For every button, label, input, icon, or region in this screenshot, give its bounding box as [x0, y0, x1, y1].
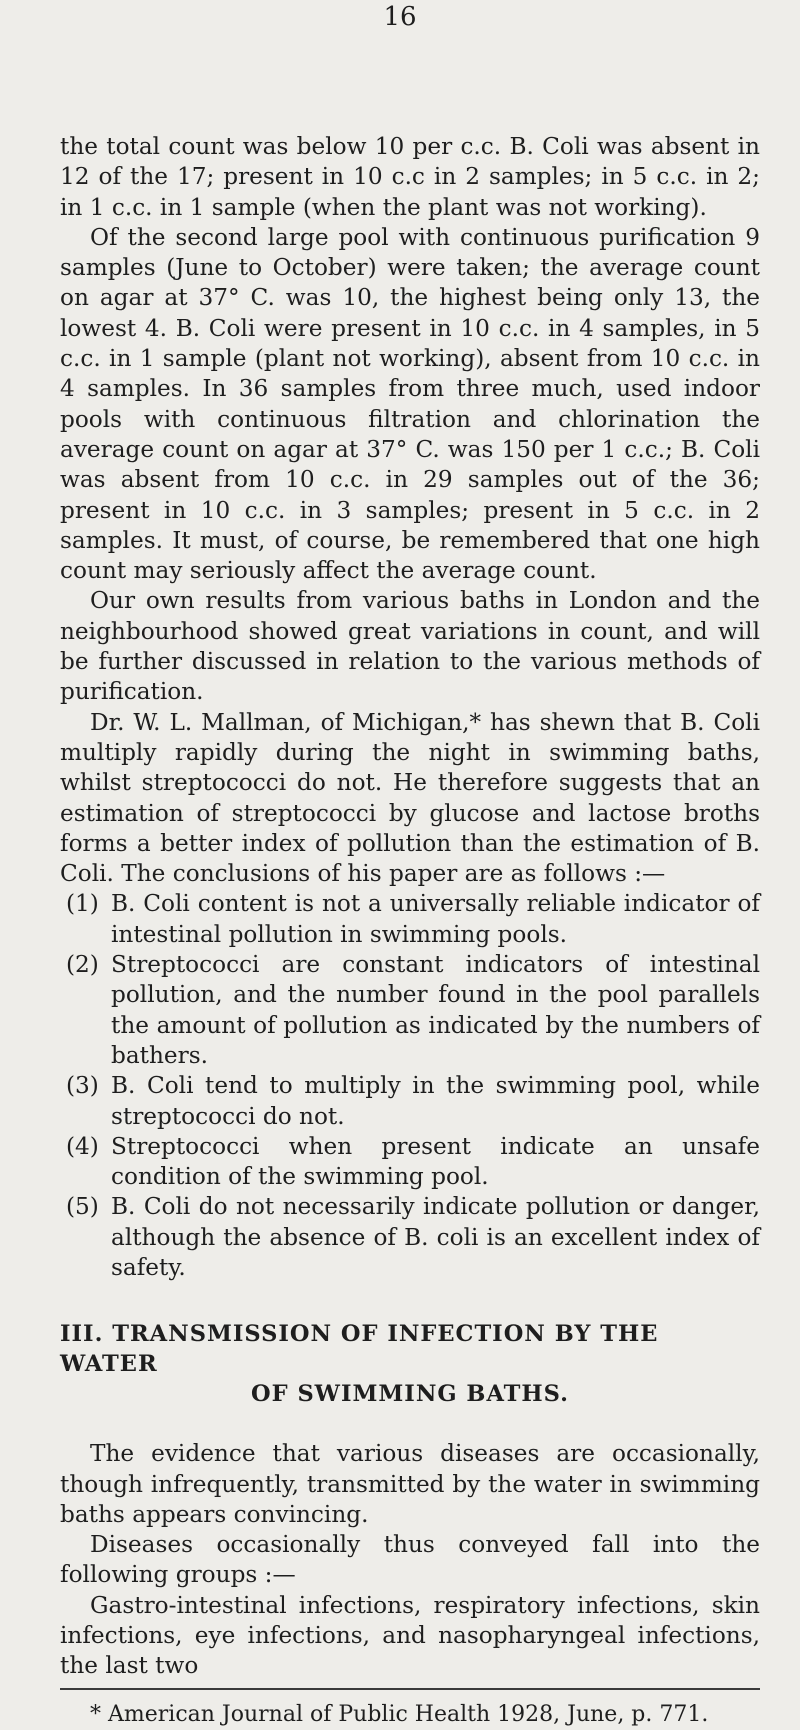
page-number: 16	[383, 2, 417, 32]
conclusion-number: (3)	[66, 1072, 99, 1100]
conclusion-text: Streptococci are constant indicators of intestinal pollution, and the number found in the pool parallels the amount of pollution as indicated by the numbers of bathers.	[111, 951, 760, 1069]
conclusion-number: (5)	[66, 1193, 99, 1221]
paragraph-infection-groups: Gastro-intestinal infections, respiratory infections, skin infections, eye infections, and nasopharyngeal infections, the last two	[60, 1591, 760, 1680]
section-heading	[60, 1319, 760, 1409]
section-heading-line-2: OF SWIMMING BATHS.	[251, 1381, 569, 1408]
conclusion-number: (4)	[66, 1132, 99, 1160]
footnote: * American Journal of Public Health 1928, June, p. 771.	[90, 1701, 709, 1727]
paragraph-continuation: the total count was below 10 per c.c. B. Coli was absent in 12 of the 17; present in 10 c.c in 2 samples; in 5 c.c. in 2; in 1 c.c. in 1 sample (when the plant was not working).	[60, 133, 760, 221]
paragraph-diseases: Diseases occasionally thus conveyed fall into the following groups :—	[60, 1531, 760, 1589]
conclusion-number: (2)	[66, 951, 99, 979]
conclusion-item	[60, 1071, 760, 1132]
paragraph-own-results: Our own results from various baths in London and the neighbourhood showed great variations in count, and will be further discussed in relation to the various methods of purification.	[60, 587, 760, 706]
body-text	[60, 132, 760, 1730]
conclusion-item	[60, 1132, 760, 1193]
section-heading-line-1: III. TRANSMISSION OF INFECTION BY THE WATER	[60, 1321, 659, 1378]
conclusion-number: (1)	[66, 890, 99, 918]
conclusion-item	[60, 1192, 760, 1283]
conclusion-text: Streptococci when present indicate an unsafe condition of the swimming pool.	[111, 1132, 760, 1191]
conclusion-item	[60, 950, 760, 1071]
paragraph-evidence: The evidence that various diseases are occasionally, though infrequently, transmitted by the water in swimming baths appears convincing.	[60, 1440, 760, 1528]
conclusion-text: B. Coli tend to multiply in the swimming pool, while streptococci do not.	[111, 1072, 760, 1130]
footnote-divider	[60, 1688, 760, 1690]
conclusion-text: B. Coli do not necessarily indicate pollution or danger, although the absence of B. coli is an excellent index of safety.	[111, 1193, 760, 1281]
conclusions-list	[60, 889, 760, 1283]
conclusion-item	[60, 889, 760, 950]
conclusion-text: B. Coli content is not a universally reliable indicator of intestinal pollution in swimming pools.	[111, 890, 760, 948]
paragraph-mallman: Dr. W. L. Mallman, of Michigan,* has shewn that B. Coli multiply rapidly during the night in swimming baths, whilst streptococci do not. He therefore suggests that an estimation of streptococci by glucose and lactose broths forms a better index of pollution than the estimation of B. Coli. The conclusions of his paper are as follows :—	[60, 708, 760, 888]
paragraph-second-pool: Of the second large pool with continuous purification 9 samples (June to October) were taken; the average count on agar at 37° C. was 10, the highest being only 13, the lowest 4. B. Coli were present in 10 c.c. in 4 samples, in 5 c.c. in 1 sample (plant not working), absent from 10 c.c. in 4 samples. In 36 samples from three much, used indoor pools with continuous filtration and chlorination the average count on agar at 37° C. was 150 per 1 c.c.; B. Coli was absent from 10 c.c. in 29 samples out of the 36; present in 10 c.c. in 3 samples; present in 5 c.c. in 2 samples. It must, of course, be remembered that one high count may seriously affect the average count.	[60, 223, 760, 585]
